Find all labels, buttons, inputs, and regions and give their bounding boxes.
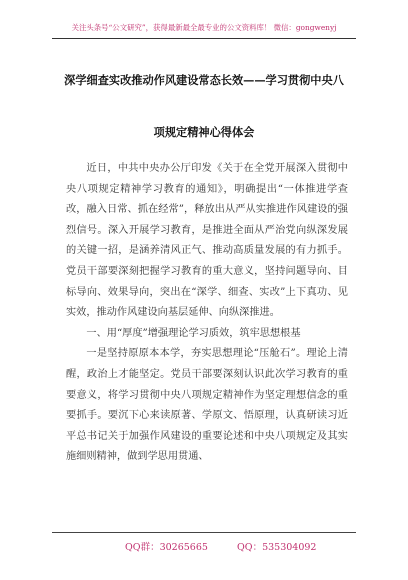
header-notice: 关注头条号“公文研究”，获得最新最全最专业的公文资料库！ 微信：gongwenyj (71, 23, 337, 32)
document-title-line-1: 深学细查实改推动作风建设常态长效——学习贯彻中央八 (64, 73, 344, 87)
page-header (0, 0, 408, 52)
footer-qq-group: QQ群：30265665 (125, 542, 208, 553)
page-footer (0, 532, 408, 556)
section-heading-1: 一、用“厚度”增强理论学习质效，筑牢思想根基 (86, 327, 301, 339)
document-body (66, 159, 348, 468)
header-divider (52, 38, 356, 39)
paragraph-intro: 近日，中共中央办公厅印发《关于在全党开展深入贯彻中央八项规定精神学习教育的通知》，明确提出“一体推进学查改，融入日常、抓在经常”，释放出从严从实推进作风建设的强烈信号。深入开展学习教育，是推进全面从严治党向纵深发展的关键一招，是涵养清风正气、推动高质量发展的有力抓手。党员干部要深刻把握学习教育的重大意义，坚持问题导向、目标导向、效果导向，突出在“深学、细查、实改”上下真功、见实效，推动作风建设向基层延伸、向纵深推进。 (66, 163, 348, 319)
footer-qq-contact: QQ：535304092 (237, 542, 317, 553)
document-title-line-2: 项规定精神心得体会 (153, 125, 255, 139)
footer-divider (52, 532, 356, 533)
paragraph-study: 一是坚持原原本本学，夯实思想理论“压舱石”。理论上清醒，政治上才能坚定。党员干部要深刻认识此次学习教育的重要意义，将学习贯彻中央八项规定精神作为坚定理想信念的重要抓手。要沉下心来读原著、学原文、悟原理，认真研读习近平总书记关于加强作风建设的重要论述和中央八项规定及其实施细则精神，做到学思用贯通、 (66, 348, 348, 463)
